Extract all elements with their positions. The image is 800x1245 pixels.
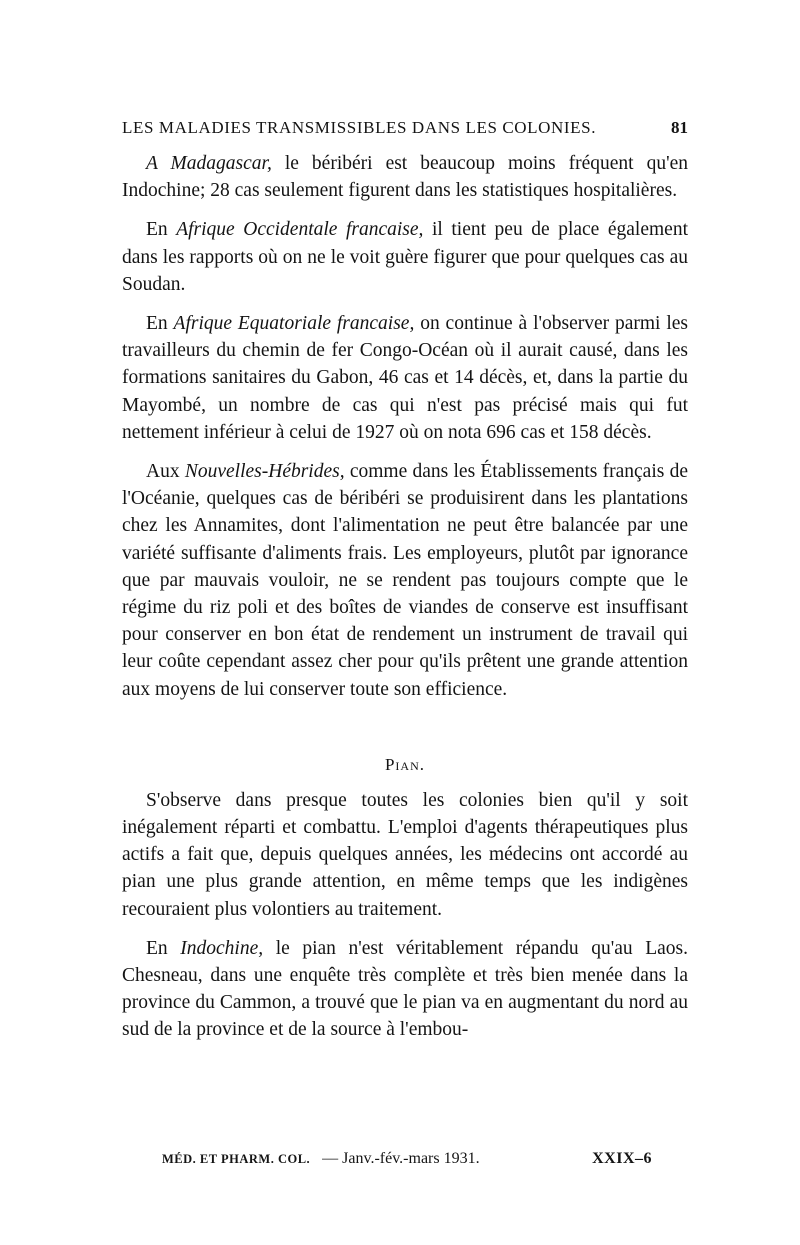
paragraph-text: le béribéri est beaucoup moins fréquent qu'en Indochine; 28 cas seulement figurent dans les statistiques hospitalières. [122,153,688,202]
paragraph-lead: En [146,219,177,241]
paragraph-madagascar [122,150,688,204]
paragraph-pian-intro [122,787,688,923]
place-name: A Madagascar, [146,153,272,174]
place-name: Indochine, [180,937,264,959]
signature-mark: XXIX–6 [592,1150,652,1167]
issue-date: — Janv.-fév.-mars 1931. [322,1150,480,1167]
paragraph-text: il tient peu de place également dans les rapports où on ne le voit guère figurer que pour quelques cas au Soudan. [122,219,688,295]
paragraph-text: S'observe dans presque toutes les colonies bien qu'il y soit inégalement réparti et combattu. L'emploi d'agents thérapeutiques plus actifs a fait que, depuis quelques années, les médecins ont accordé au pian une plus grande attention, en même temps que les indigènes recouraient plus volontiers au traitement. [122,789,688,920]
paragraph-afrique-occidentale [122,216,688,298]
paragraph-lead: En [146,313,174,335]
place-name: Afrique Equatoriale francaise, [173,313,415,335]
paragraph-text: on continue à l'observer parmi les travailleurs du chemin de fer Congo-Océan où il aurait causé, dans les formations sanitaires du Gabon, 46 cas et 14 décès, et, dans la partie du Mayombé, un nombre de cas qui n'est pas précisé mais qui fut nettement inférieur à celui de 1927 où on nota 696 cas et 158 décès. [122,313,688,443]
paragraph-nouvelles-hebrides [122,458,688,703]
running-title: LES MALADIES TRANSMISSIBLES DANS LES COLONIES. [122,118,597,137]
section-heading: Pian. [384,754,426,774]
body-text [122,150,688,1056]
paragraph-lead: Aux [146,461,185,483]
page-footer [162,1150,652,1168]
footer-citation [162,1150,480,1168]
running-header [122,118,688,138]
paragraph-text: le pian n'est véritablement répandu qu'au Laos. Chesneau, dans une enquête très complète et très bien menée dans la province du Cammon, a trouvé que le pian va en augmentant du nord au sud de la province et de la source à l'embou- [122,937,688,1041]
paragraph-lead: En [146,937,181,959]
paragraph-text: comme dans les Établissements français de l'Océanie, quelques cas de béribéri se produisirent dans les plantations chez les Annamites, dont l'alimentation ne peut être balancée par une variété suffisante d'aliments frais. Les employeurs, plutôt par ignorance que par mauvais vouloir, ne se rendent pas toujours compte que le régime du riz poli et des boîtes de viandes de conserve est insuffisant pour conserver en bon état de rendement un instrument de travail qui leur coûte cependant assez cher pour qu'ils prêtent une grande attention aux moyens de lui conserver toute son efficience. [122,461,688,700]
place-name: Afrique Occidentale francaise, [176,219,424,241]
page-number: 81 [671,118,688,137]
place-name: Nouvelles-Hébrides, [184,461,345,483]
journal-name: MÉD. ET PHARM. COL. [162,1152,311,1166]
paragraph-indochine [122,935,688,1044]
paragraph-afrique-equatoriale [122,310,688,446]
